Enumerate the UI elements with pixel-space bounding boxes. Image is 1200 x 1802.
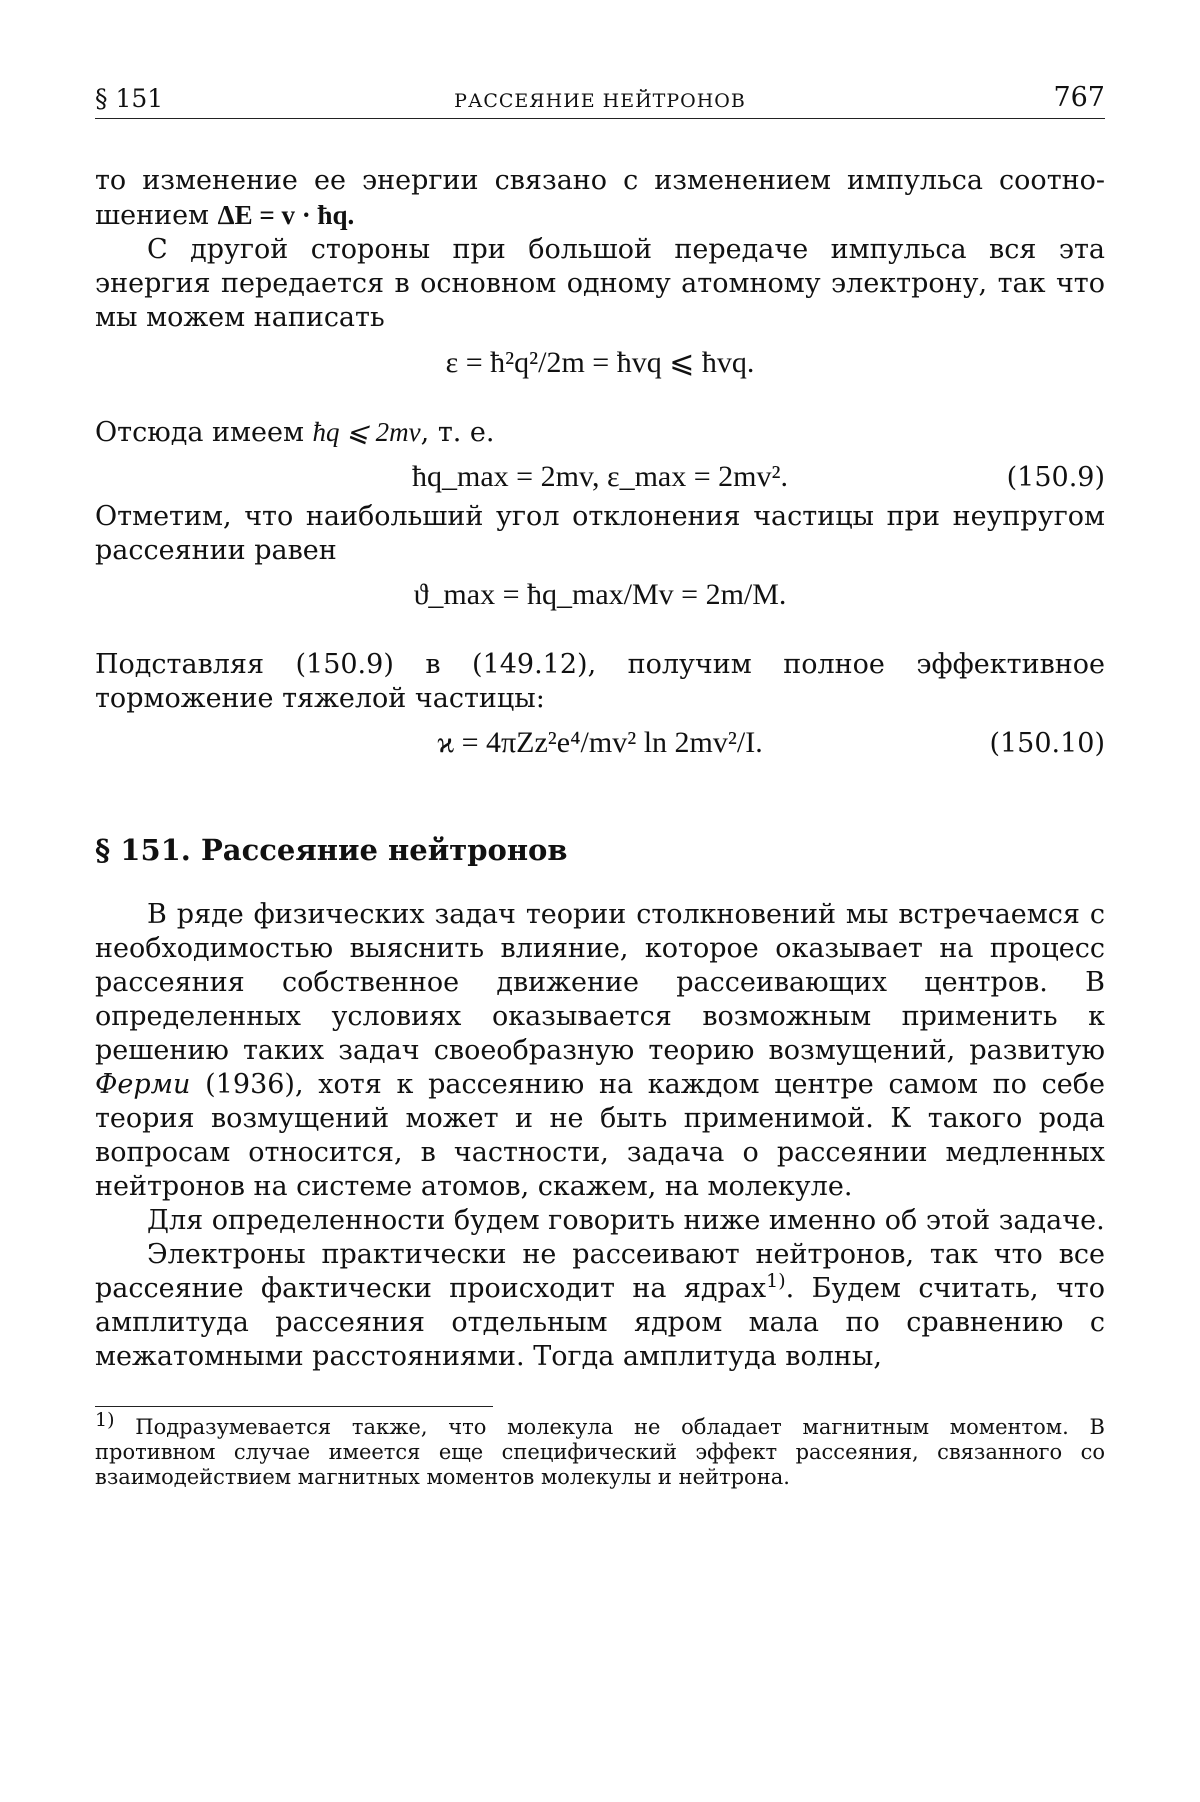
equation — [95, 335, 1105, 415]
paragraph-text: то изменение ее энергии связано с изменением импульса соотно-шением — [95, 165, 1105, 231]
paragraph-text: Отсюда имеем — [95, 417, 313, 448]
footnote-text — [95, 1409, 1105, 1490]
book-page — [95, 0, 1105, 1802]
paragraph-text: , т. е. — [420, 417, 495, 448]
paragraph — [95, 415, 1105, 450]
equation-number: (150.9) — [1006, 462, 1105, 493]
equation-body: ϑ_max = ħq_max/Mv = 2m/M. — [413, 578, 787, 611]
running-head — [95, 82, 1105, 119]
equation-body: ħq_max = 2mv, ε_max = 2mv². — [412, 460, 788, 493]
paragraph-text: Электроны практически не рассеивают нейтронов, так что все рассеяние фактически происходит на ядрах — [95, 1239, 1105, 1304]
header-section-number: § 151 — [95, 84, 164, 113]
equation — [95, 568, 1105, 648]
paragraph: Для определенности будем говорить ниже именно об этой задаче. — [147, 1205, 1105, 1236]
paragraph-text: . Будем считать, что амплитуда рассеяния отдельным ядром мала по сравнению с межатомными расстояниями. Тогда амплитуда волны, — [95, 1273, 1105, 1372]
paragraph: Отметим, что наибольший угол отклонения частицы при неупругом рассеянии равен — [95, 501, 1105, 566]
paragraph-text: В ряде физических задач теории столкновений мы встречаемся с необходимостью выяснить влияние, которое оказывает на процесс рассеяния собственное движение рассеивающих центров. В определенных условиях оказывается возможным применить к решению таких задач своеобразную теорию возмущений, развитую — [95, 899, 1105, 1066]
header-title: РАССЕЯНИЕ НЕЙТРОНОВ — [454, 90, 746, 112]
equation — [95, 716, 1105, 796]
equation-body: ε = ħ²q²/2m = ħvq ⩽ ħvq. — [445, 346, 755, 379]
paragraph: С другой стороны при большой передаче импульса вся эта энергия передается в основном одному атомному электрону, так что мы можем написать — [95, 234, 1105, 333]
footnote-body: Подразумевается также, что молекула не обладает магнитным моментом. В противном случае имеется еще специфический эффект рассеяния, связанного со взаимодействием магнитных моментов молекулы и нейтрона. — [95, 1415, 1105, 1489]
inline-formula: ΔE = v · ħq. — [217, 200, 355, 230]
body-text — [95, 164, 1105, 1490]
footnote-marker[interactable]: 1) — [766, 1270, 786, 1292]
section-heading: § 151. Рассеяние нейтронов — [95, 833, 568, 867]
paragraph-text: (1936), хотя к рассеянию на каждом центре самом по себе теория возмущений может и не быть применимой. К такого рода вопросам относится, в частности, задача о рассеянии медленных нейтронов на системе атомов, скажем, на молекуле. — [95, 1069, 1105, 1202]
footnote — [95, 1409, 1105, 1490]
paragraph: Подставляя (150.9) в (149.12), получим полное эффективное торможение тяжелой частицы: — [95, 649, 1105, 714]
footnote-divider — [95, 1406, 493, 1407]
equation-number: (150.10) — [989, 728, 1105, 759]
equation — [95, 450, 1105, 500]
equation-body: ϰ = 4πZz²e⁴/mv² ln 2mv²/I. — [437, 726, 763, 759]
paragraph — [95, 164, 1105, 233]
paragraph — [95, 898, 1105, 1204]
inline-formula: ħq ⩽ 2mv — [312, 417, 421, 447]
author-name: Ферми — [95, 1069, 191, 1100]
page-number: 767 — [1053, 82, 1105, 113]
footnote-mark: 1) — [95, 1409, 115, 1431]
paragraph — [95, 1238, 1105, 1374]
